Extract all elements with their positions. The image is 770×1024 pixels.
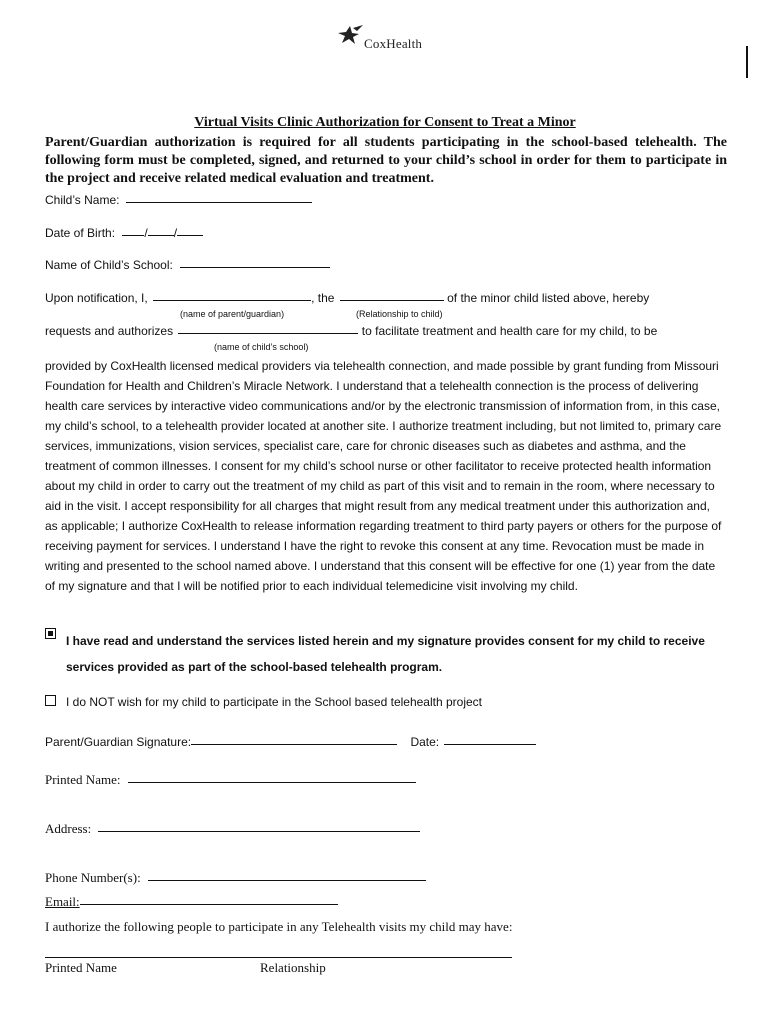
date-label: Date:: [410, 735, 440, 749]
optout-checkbox[interactable]: [45, 695, 56, 706]
consent-checkbox-label: I have read and understand the services listed herein and my signature provides consent for my child to receive services provided as part of the school-based telehealth program.: [66, 634, 705, 674]
address-row: [45, 821, 420, 837]
relationship-field[interactable]: [340, 299, 444, 301]
signature-label: Parent/Guardian Signature:: [45, 735, 192, 749]
printed-name-column-label: Printed Name: [45, 960, 117, 975]
consent-body-paragraph: provided by CoxHealth licensed medical providers via telehealth connection, and made possible by grant funding from Missouri Foundation for Health and Children’s Miracle Network. I understand that a telehealth connection is the process of delivering health care services by interactive video communications and/or by the electronic transmission of information from, in this case, my child’s school, to a telehealth provider located at another site. I authorize treatment including, but not limited to, primary care services, immunizations, vision services, specialist care, care for chronic diseases such as diabetes and asthma, and the treatment of common illnesses. I consent for my child’s school nurse or other facilitator to receive protected health information about my child in order to carry out the treatment of my child as part of this visit and to remain in the room, where necessary to aid in the visit. I accept responsibility for all charges that might result from any medical treatment under this authorization and, as applicable; I authorize CoxHealth to release information regarding treatment to third party payers or others for the purpose of receiving payment for services. I understand I have the right to revoke this consent at any time. Revocation must be made in writing and presented to the school named above. I understand that this consent will be effective for one (1) year from the date of my signature and that I will be notified prior to each individual telemedicine visit involving my child.: [45, 359, 722, 593]
school-authorized-field[interactable]: [178, 332, 358, 334]
relationship-caption: (Relationship to child): [356, 309, 443, 319]
address-label: Address:: [45, 821, 92, 836]
childs-name-label: Child’s Name:: [45, 193, 120, 207]
logo-wordmark: CoxHealth: [364, 36, 423, 51]
notification-prefix: Upon notification, I,: [45, 291, 148, 305]
printed-name-label: Printed Name:: [45, 772, 121, 787]
notification-row: [45, 291, 649, 305]
printed-name-row: [45, 772, 416, 788]
relationship-column-label: Relationship: [260, 960, 326, 975]
requests-prefix: requests and authorizes: [45, 324, 174, 338]
the-word: , the: [311, 291, 335, 305]
phone-label: Phone Number(s):: [45, 870, 141, 885]
authorized-person-field[interactable]: [45, 957, 512, 958]
email-row: [45, 894, 338, 910]
form-title: Virtual Visits Clinic Authorization for Consent to Treat a Minor: [194, 115, 576, 130]
address-field[interactable]: [98, 830, 420, 832]
dob-sep-1: /: [144, 226, 148, 240]
dob-day-field[interactable]: [148, 234, 174, 236]
school-label: Name of Child’s School:: [45, 258, 173, 272]
email-label: Email:: [45, 894, 80, 909]
dob-sep-2: /: [173, 226, 178, 240]
dob-month-field[interactable]: [122, 234, 144, 236]
dob-year-field[interactable]: [177, 234, 203, 236]
printed-name-field[interactable]: [128, 781, 416, 783]
school-caption: (name of child’s school): [214, 342, 309, 352]
optout-checkbox-label: I do NOT wish for my child to participate in the School based telehealth project: [66, 695, 482, 709]
dob-label: Date of Birth:: [45, 226, 116, 240]
guardian-name-field[interactable]: [153, 299, 311, 301]
childs-name-row: [45, 193, 312, 207]
school-row: [45, 258, 330, 272]
margin-mark: [746, 46, 748, 78]
school-field[interactable]: [180, 266, 330, 268]
requests-row: [45, 324, 657, 338]
intro-paragraph: Parent/Guardian authorization is required for all students participating in the school-based telehealth. The following form must be completed, signed, and returned to your child’s school in order for them to participate in the project and receive related medical evaluation and treatment.: [45, 135, 727, 186]
phone-field[interactable]: [148, 879, 426, 881]
signature-field[interactable]: [191, 743, 397, 745]
childs-name-field[interactable]: [126, 201, 312, 203]
dob-row: [45, 226, 203, 240]
notification-suffix: of the minor child listed above, hereby: [447, 291, 650, 305]
star-bird-icon: [336, 24, 366, 48]
requests-suffix: to facilitate treatment and health care for my child, to be: [361, 324, 658, 338]
consent-checkbox[interactable]: [45, 628, 56, 639]
guardian-name-caption: (name of parent/guardian): [180, 309, 285, 319]
email-field[interactable]: [80, 903, 338, 905]
authorize-people-text: I authorize the following people to participate in any Telehealth visits my child may have:: [45, 919, 513, 934]
date-field[interactable]: [444, 743, 536, 745]
phone-row: [45, 870, 426, 886]
signature-row: [45, 735, 536, 749]
